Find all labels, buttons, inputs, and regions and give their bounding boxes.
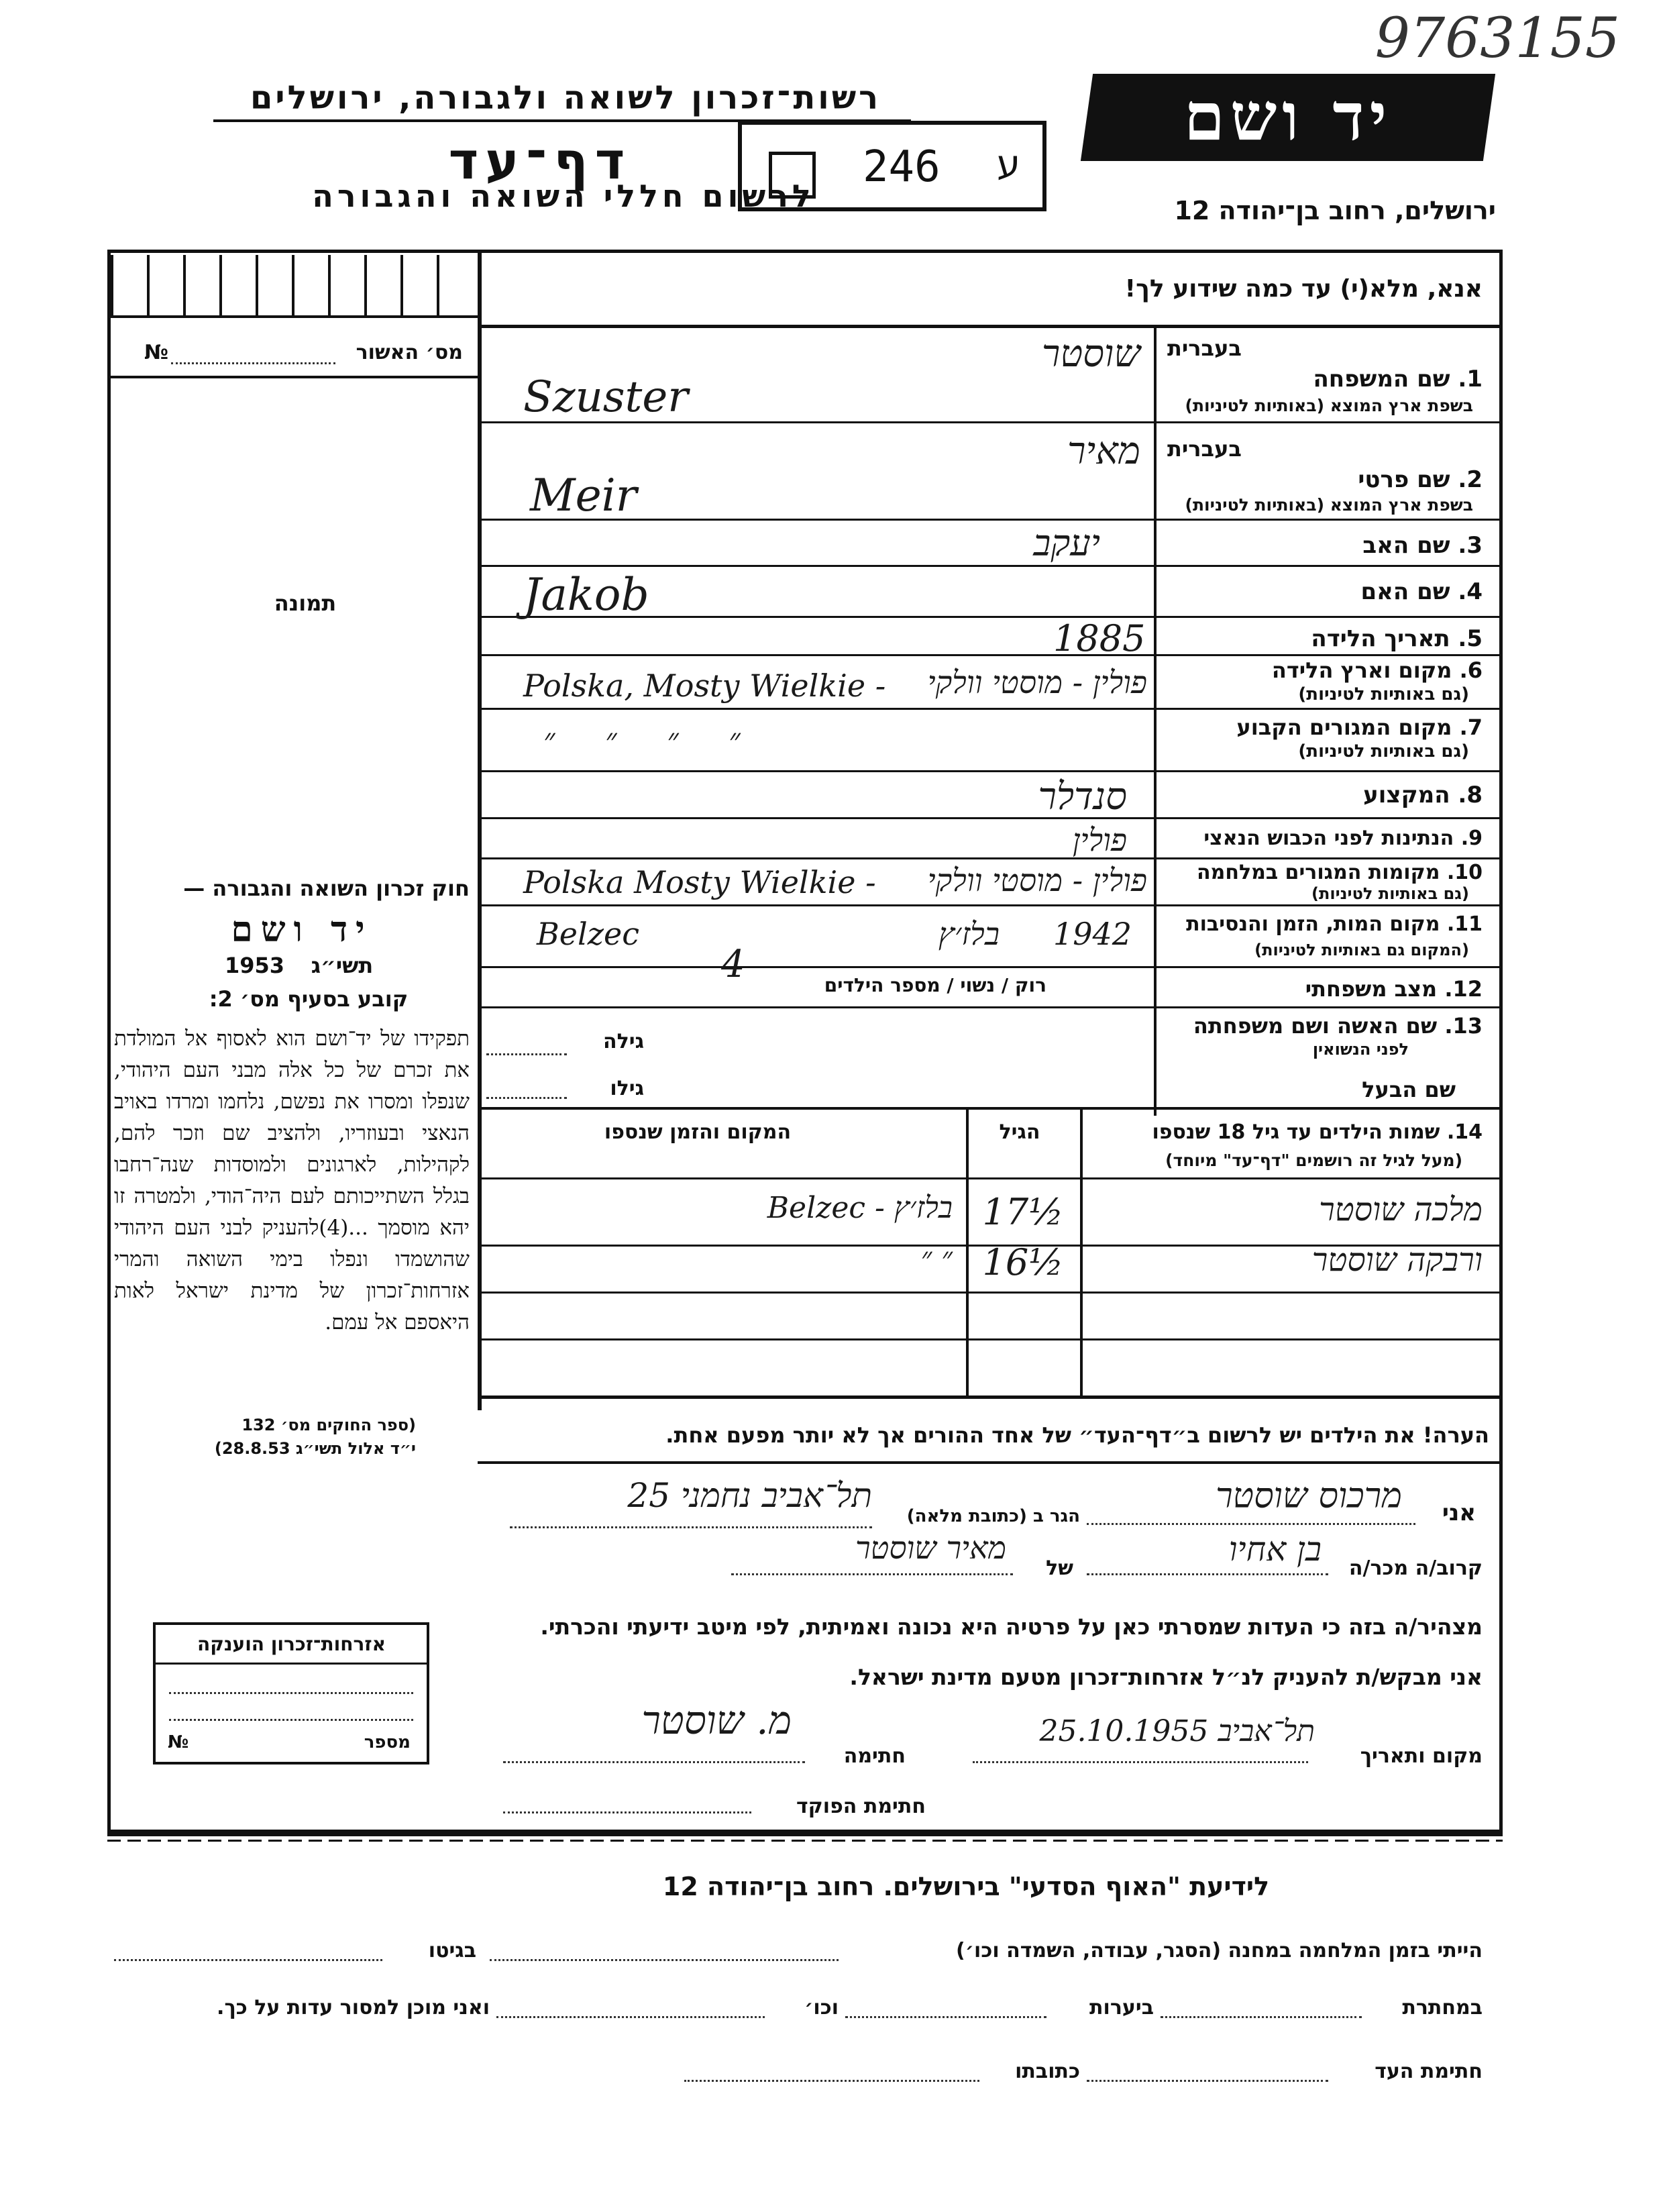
row-rule-5 xyxy=(478,654,1503,656)
row-rule-6 xyxy=(478,708,1503,710)
approval-label: מס׳ האשור xyxy=(356,341,463,364)
field-14-sub: (מעל לגיל זה רושמים "דף־עד" מיוחד) xyxy=(1165,1151,1462,1170)
footer-line-1: הייתי בזמן המלחמה במחנה (הסגר, עבודה, השמדה וכו׳) xyxy=(956,1939,1483,1962)
form-subtitle: לרשום חללי השואה והגבורה xyxy=(312,178,815,214)
declarant-address: תל־אביב נחמני 25 xyxy=(627,1476,872,1515)
citizenship-dots-1 xyxy=(169,1692,413,1694)
footer-line-2-dots-b xyxy=(845,2016,1046,2018)
stamp-number: 246 xyxy=(863,142,940,192)
birthplace-latin: Polska, Mosty Wielkie - xyxy=(523,668,886,704)
stamp-mark xyxy=(769,152,816,199)
birthplace-hebrew: פולין - מוסטי וולקי xyxy=(927,664,1147,700)
stamp-prefix: ע xyxy=(997,142,1021,186)
hebrew-word-2: בעברית xyxy=(1167,436,1242,462)
law-clause: קובע בסעיף מס׳ 2: xyxy=(209,986,409,1012)
citizenship-title: אזרחות־זכרון הוענקה xyxy=(197,1633,386,1655)
law-ref-1: (ספר החוקים מס׳ 132 xyxy=(241,1416,416,1434)
footer-line-2-end: ואני מוכן למסור עדות על כך. xyxy=(217,1996,490,2019)
col-place-header: המקום והזמן שנספו xyxy=(604,1120,792,1144)
row-rule-3 xyxy=(478,565,1503,567)
of-label: של xyxy=(1046,1557,1073,1580)
husband-label: שם הבעל xyxy=(1362,1077,1456,1102)
place-date-label: מקום ותאריך xyxy=(1360,1744,1483,1768)
relation-label: קרוב/ה מכר/ה xyxy=(1348,1557,1483,1580)
row-rule-9 xyxy=(478,857,1503,859)
footer-line-2-mid1: ביערות xyxy=(1089,1996,1154,2019)
form-title: דף־עד xyxy=(448,131,632,191)
law-logo: יד ושם xyxy=(231,909,373,950)
children-row-rule-2 xyxy=(478,1292,1503,1294)
logo-text: יד ושם xyxy=(1183,78,1393,156)
children-row-rule-3 xyxy=(478,1338,1503,1340)
footer-line-3-start: חתימת העד xyxy=(1375,2060,1483,2083)
footer-line-2-mid2: וכו׳ xyxy=(804,1996,839,2019)
child-name: ורבקה שוסטר xyxy=(1311,1241,1483,1279)
footer-line-1-dots-a xyxy=(490,1959,839,1961)
death-place-hebrew: בלז׳ץ xyxy=(938,916,1000,952)
field-7-sub: (גם באותיות לטיניות) xyxy=(1298,741,1469,761)
row-rule-12 xyxy=(478,1006,1503,1008)
citizenship-dots-2 xyxy=(169,1719,413,1721)
field-13-sub: לפני הנשואין xyxy=(1312,1040,1409,1059)
citizenship-box xyxy=(153,1622,429,1765)
nationality-value: פולין xyxy=(1072,822,1127,858)
footer-title: לידיעת "האוף הסדעי" בירושלים. רחוב בן־יהודה 12 xyxy=(662,1872,1270,1901)
child-age: 17½ xyxy=(982,1191,1064,1233)
field-8-label: 8. המקצוע xyxy=(1363,782,1483,808)
wartime-residence-hebrew: פולין - מוסטי וולקי xyxy=(927,862,1147,898)
footer-line-1-end: בגיטו xyxy=(428,1939,476,1962)
footer-separator xyxy=(107,1833,1503,1836)
footer-line-3-dots-b xyxy=(684,2080,979,2082)
approval-rule xyxy=(111,376,478,378)
officer-dots xyxy=(503,1811,751,1813)
husband-age-dots xyxy=(486,1097,567,1099)
law-title: חוק זכרון השואה והגבורה — xyxy=(183,876,470,901)
archive-number: 9763155 xyxy=(1375,7,1620,70)
ani-dots xyxy=(1087,1523,1415,1525)
wife-age-label: גילה xyxy=(603,1030,644,1053)
children-header-rule xyxy=(478,1177,1503,1179)
statement-2: אני מבקש/ת להעניק לנ״ל אזרחות־זכרון מטעם מדינת ישראל. xyxy=(849,1664,1483,1690)
yad-vashem-logo xyxy=(1081,74,1495,161)
photo-label: תמונה xyxy=(274,590,337,616)
firstname-hebrew: מאיר xyxy=(1067,429,1140,473)
of-value: מאיר שוסטר xyxy=(855,1530,1006,1566)
child-death-place: ״ ״ xyxy=(920,1241,953,1275)
field-3-label: 3. שם האב xyxy=(1362,532,1483,559)
law-year: 1953 xyxy=(225,953,285,978)
surname-latin: Szuster xyxy=(523,372,688,422)
row-rule-11 xyxy=(478,966,1503,968)
field-11-sub: (המקום גם באותיות לטיניות) xyxy=(1254,941,1469,959)
tick-base xyxy=(111,315,478,318)
address-dots xyxy=(510,1526,872,1528)
footer-line-3-mid: כתובתו xyxy=(1015,2060,1080,2083)
row-rule-10 xyxy=(478,904,1503,906)
intro-rule xyxy=(478,325,1503,328)
approval-no-sign: № xyxy=(144,341,169,364)
col-age-header: הגיל xyxy=(999,1120,1040,1144)
reference-stamp xyxy=(738,121,1046,211)
field-10-sub: (גם באותיות לטיניות) xyxy=(1311,884,1469,903)
children-col-rule-a xyxy=(966,1107,969,1395)
officer-signature-label: חתימת הפוקד xyxy=(796,1795,926,1818)
relation-dots xyxy=(1087,1573,1328,1575)
note-text: הערה! את הילדים יש לרשום ב״דף־העד״ של אחד ההורים אך לא יותר מפעם אחת. xyxy=(665,1422,1489,1448)
authority-line: רשות־זכרון לשואה ולגבורה, ירושלים xyxy=(250,79,881,117)
child-name: מלכה שוסטר xyxy=(1319,1191,1483,1228)
residence-value: ״ ״ ״ ״ xyxy=(543,721,761,757)
statement-1: מצהיר/ה בזה כי העדות שמסרתי כאן על פרטיה היא נכונה ואמיתית, לפי מיטב ידיעתי והכרתי. xyxy=(540,1614,1483,1640)
field-6-sub: (גם באותיות לטיניות) xyxy=(1298,684,1469,704)
birth-year: 1885 xyxy=(1053,617,1146,660)
footer-line-3-dots-a xyxy=(1087,2080,1328,2082)
footer-separator-dashed xyxy=(107,1840,1503,1842)
child-death-place: Belzec - בלז׳ץ xyxy=(767,1191,953,1225)
surname-hebrew: שוסטר xyxy=(1041,332,1140,376)
children-count: 4 xyxy=(721,943,745,986)
label-column-divider xyxy=(1154,327,1157,1116)
intro-text: אנא, מלא(י) עד כמה שידוע לך! xyxy=(1124,275,1483,303)
of-dots xyxy=(731,1573,1013,1575)
death-year: 1942 xyxy=(1053,916,1132,952)
occupation-value: סנדלר xyxy=(1038,775,1127,819)
footer-line-1-dots-b xyxy=(114,1959,382,1961)
mother-name: Jakob xyxy=(523,569,649,621)
field-11-label: 11. מקום המות, הזמן והנסיבות xyxy=(1186,912,1483,936)
field-1-sub: בשפת ארץ המוצא (באותיות לטיניות) xyxy=(1185,396,1473,415)
relation-value: בן אחיו xyxy=(1228,1530,1322,1569)
address-label: הגר ב (כתובת מלאה) xyxy=(906,1506,1080,1526)
death-place-latin: Belzec xyxy=(537,916,639,952)
law-body: תפקידו של יד־ושם הוא לאסוף אל המולדת את זכרם של כל אלה מבני העם היהודי, שנפלו ומסרו את נפשם, נלחמו ומרדו באויב הנאצי ובעוזריו, ולהציב שם וזכר להם, לקהילות, לארגונים ולמוסדות שנה־רחבו בגלל השתייכותם לעם היה־הודי, ולמטרה זו יהא מוסמך ...(4)להעניק לבני העם היהודי שהושמדו ונפלו בימי השואה והמרי אזרחות־זכרון של מדינת ישראל לאות היאספם אל עמם. xyxy=(114,1026,470,1334)
signature-dots xyxy=(503,1761,805,1763)
father-name: יעקב xyxy=(1033,522,1100,564)
field-4-label: 4. שם האם xyxy=(1360,578,1483,605)
children-table-bottom xyxy=(478,1395,1503,1399)
field-14-label: 14. שמות הילדים עד גיל 18 שנספו xyxy=(1152,1120,1483,1144)
left-column-divider xyxy=(478,250,482,1410)
hebrew-word-1: בעברית xyxy=(1167,335,1242,361)
citizenship-number-sign: № xyxy=(168,1732,189,1752)
field-1-label: 1. שם המשפחה xyxy=(1313,366,1483,392)
firstname-latin: Meir xyxy=(530,470,637,521)
field-12-label: 12. מצב משפחתי xyxy=(1305,976,1483,1002)
place-date-value: תל־אביב 25.10.1955 xyxy=(1039,1714,1315,1748)
wife-age-dots xyxy=(486,1053,567,1055)
child-age: 16½ xyxy=(982,1241,1064,1283)
declarant-name: מרכוס שוסטר xyxy=(1216,1476,1402,1516)
row-rule-13 xyxy=(478,1107,1503,1110)
citizenship-title-rule xyxy=(156,1663,427,1665)
signature-value: מ. שוסטר xyxy=(641,1697,792,1743)
footer-line-2-start: במחתרת xyxy=(1402,1996,1483,2019)
children-col-rule-b xyxy=(1080,1107,1083,1395)
header-address: ירושלים, רחוב בן־יהודה 12 xyxy=(1174,196,1496,225)
footer-line-2-dots-a xyxy=(1161,2016,1362,2018)
family-status-options: רוק / נשוי / מספר הילדים xyxy=(824,974,1046,996)
field-7-label: 7. מקום המגורים הקבוע xyxy=(1236,715,1483,740)
field-6-label: 6. מקום וארץ הלידה xyxy=(1271,657,1483,683)
field-2-sub: בשפת ארץ המוצא (באותיות לטיניות) xyxy=(1185,495,1473,515)
husband-age-label: גילו xyxy=(610,1077,644,1100)
tick-marks xyxy=(111,255,473,315)
citizenship-number-label: מספר xyxy=(364,1732,411,1752)
field-13-label: 13. שם האשה ושם משפחתה xyxy=(1193,1013,1483,1039)
law-ref-2: י״ד אלול תשי״ג 28.8.53) xyxy=(214,1439,416,1458)
approval-dots xyxy=(171,362,335,364)
row-rule-7 xyxy=(478,770,1503,772)
place-date-dots xyxy=(973,1761,1308,1763)
field-2-label: 2. שם פרטי xyxy=(1358,466,1483,493)
field-9-label: 9. הנתינות לפני הכבוש הנאצי xyxy=(1203,827,1483,850)
law-year-heb: תשי״ג xyxy=(311,953,374,978)
field-5-label: 5. תאריך הלידה xyxy=(1311,625,1483,652)
field-10-label: 10. מקומות המגורים במלחמה xyxy=(1197,861,1483,884)
declaration-ani: אני xyxy=(1442,1499,1476,1526)
wartime-residence-latin: Polska Mosty Wielkie - xyxy=(523,864,876,900)
note-rule xyxy=(478,1461,1503,1464)
footer-line-2-dots-c xyxy=(496,2016,765,2018)
signature-label: חתימה xyxy=(843,1744,906,1768)
